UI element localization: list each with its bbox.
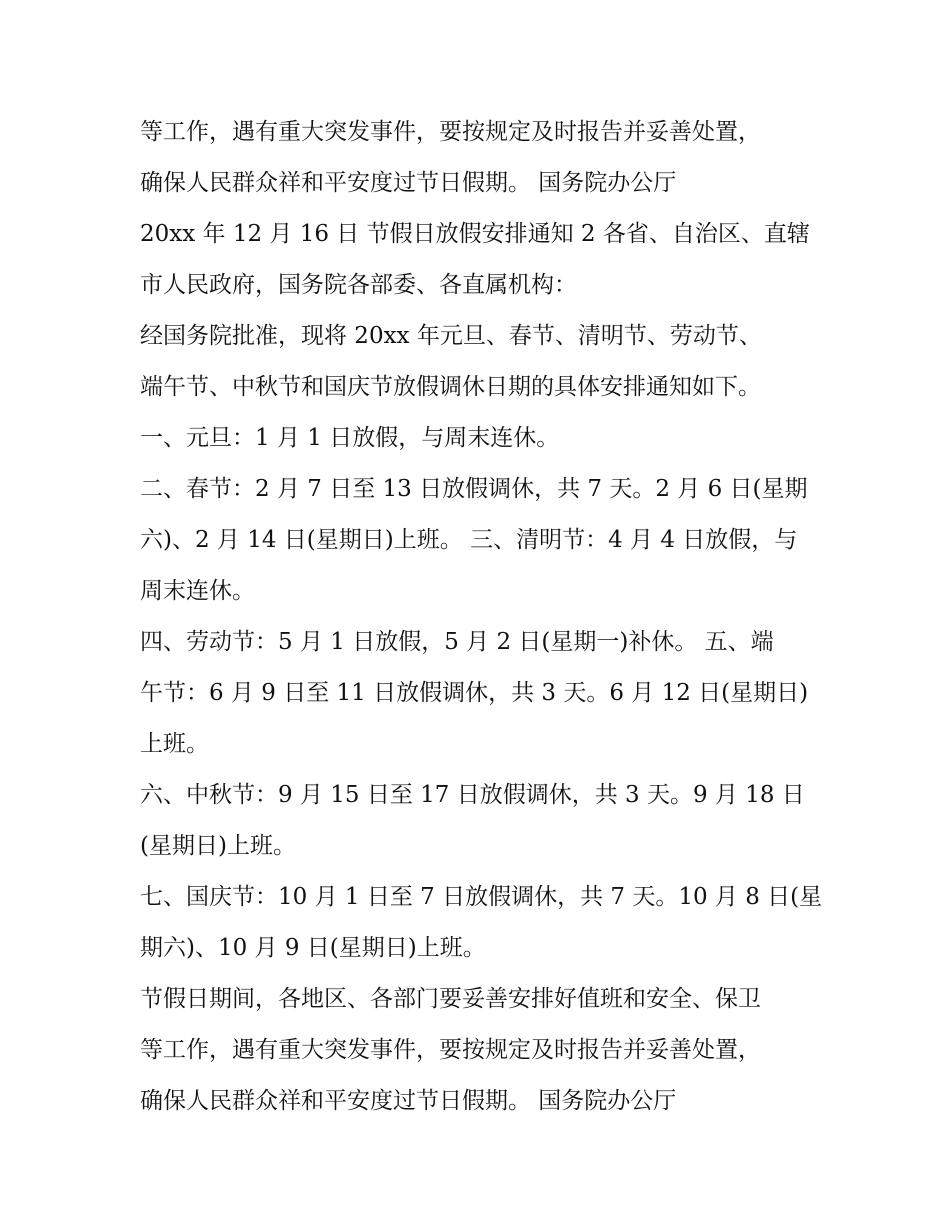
text-line: 一、元旦：1 月 1 日放假，与周末连休。 (140, 425, 560, 451)
text-line: 上班。 (140, 731, 209, 757)
text-line: (星期日)上班。 (140, 833, 296, 859)
text-line: 六、中秋节：9 月 15 日至 17 日放假调休，共 3 天。9 月 18 日 (140, 782, 805, 808)
text-line: 六)、2 月 14 日(星期日)上班。 三、清明节：4 月 4 日放假，与 (140, 527, 798, 553)
text-line: 二、春节：2 月 7 日至 13 日放假调休，共 7 天。2 月 6 日(星期 (140, 476, 808, 502)
text-line: 四、劳动节：5 月 1 日放假，5 月 2 日(星期一)补休。 五、端 (140, 629, 774, 655)
text-line: 确保人民群众祥和平安度过节日假期。 国务院办公厅 (140, 170, 677, 196)
document-body (140, 107, 830, 1127)
text-line: 确保人民群众祥和平安度过节日假期。 国务院办公厅 (140, 1088, 677, 1114)
text-line: 午节：6 月 9 日至 11 日放假调休，共 3 天。6 月 12 日(星期日) (140, 680, 809, 706)
text-line: 端午节、中秋节和国庆节放假调休日期的具体安排通知如下。 (140, 374, 761, 400)
text-line: 期六)、10 月 9 日(星期日)上班。 (140, 935, 486, 961)
text-line: 七、国庆节：10 月 1 日至 7 日放假调休，共 7 天。10 月 8 日(星 (140, 884, 823, 910)
text-line: 周末连休。 (140, 578, 255, 604)
text-line: 20xx 年 12 月 16 日 节假日放假安排通知 2 各省、自治区、直辖 (140, 221, 810, 247)
text-line: 节假日期间，各地区、各部门要妥善安排好值班和安全、保卫 (140, 986, 761, 1012)
text-line: 市人民政府，国务院各部委、各直属机构： (140, 272, 577, 298)
text-line: 等工作，遇有重大突发事件，要按规定及时报告并妥善处置， (140, 119, 761, 145)
text-line: 经国务院批准，现将 20xx 年元旦、春节、清明节、劳动节、 (140, 323, 762, 349)
text-line: 等工作，遇有重大突发事件，要按规定及时报告并妥善处置， (140, 1037, 761, 1063)
